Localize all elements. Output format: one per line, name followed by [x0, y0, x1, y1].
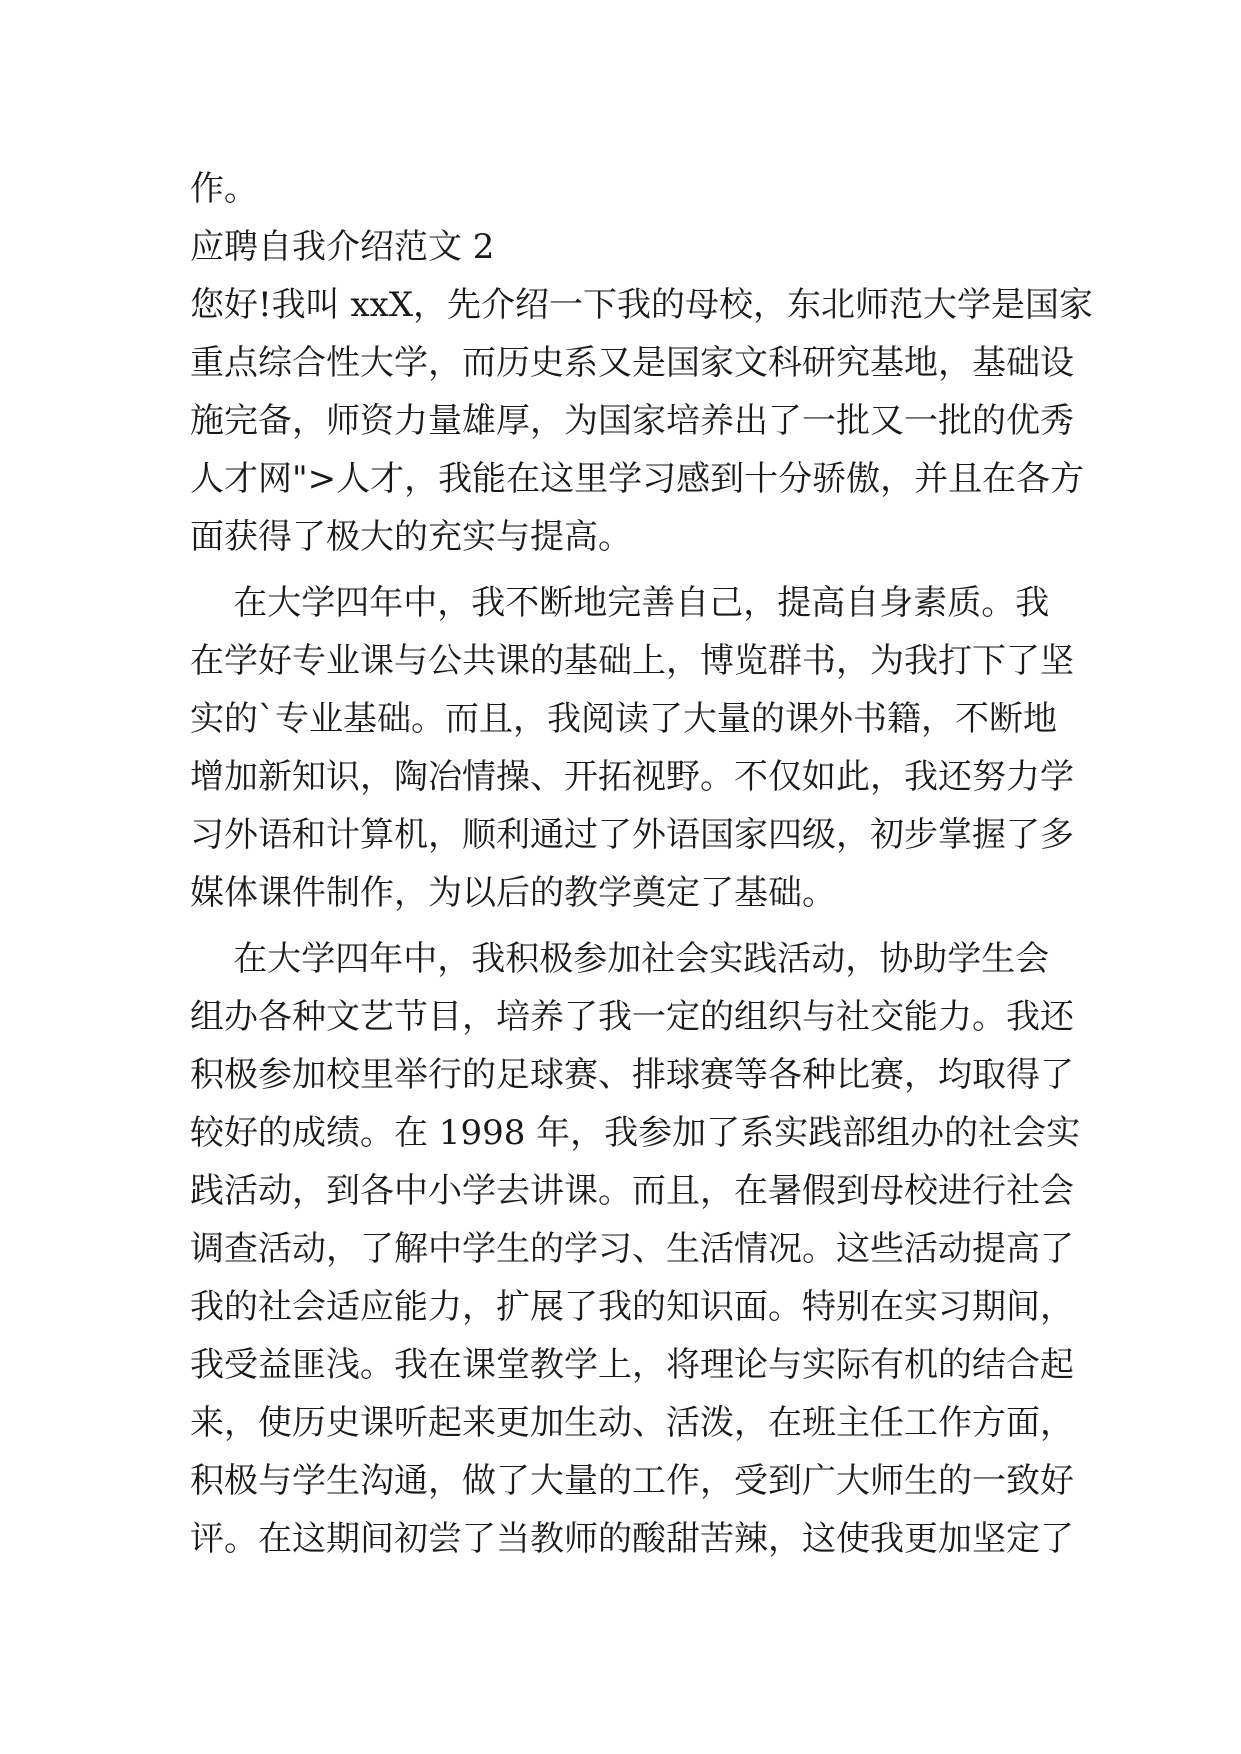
text-line: 在大学四年中，我积极参加社会实践活动，协助学生会: [190, 939, 1050, 979]
text-line: 您好!我叫 xxX，先介绍一下我的母校，东北师范大学是国家: [190, 285, 1094, 325]
text-line: 施完备，师资力量雄厚，为国家培养出了一批又一批的优秀: [190, 401, 1074, 441]
text-line: 我受益匪浅。我在课堂教学上，将理论与实际有机的结合起: [190, 1345, 1074, 1385]
text-line: 践活动，到各中小学去讲课。而且，在暑假到母校进行社会: [190, 1171, 1074, 1211]
text-line: 在大学四年中，我不断地完善自己，提高自身素质。我: [190, 583, 1050, 623]
text-line: 我的社会适应能力，扩展了我的知识面。特别在实习期间，: [190, 1287, 1074, 1327]
text-line: 实的`专业基础。而且，我阅读了大量的课外书籍，不断地: [190, 699, 1057, 739]
text-line: 在学好专业课与公共课的基础上，博览群书，为我打下了坚: [190, 641, 1074, 681]
text-line: 习外语和计算机，顺利通过了外语国家四级，初步掌握了多: [190, 815, 1074, 855]
text-line: 作。: [190, 169, 258, 209]
document-body: [190, 160, 1094, 1568]
text-line: 较好的成绩。在 1998 年，我参加了系实践部组办的社会实: [190, 1113, 1081, 1153]
text-line: 积极参加校里举行的足球赛、排球赛等各种比赛，均取得了: [190, 1055, 1074, 1095]
text-line: 组办各种文艺节目，培养了我一定的组织与社交能力。我还: [190, 997, 1074, 1037]
text-line: 增加新知识，陶冶情操、开拓视野。不仅如此，我还努力学: [190, 757, 1074, 797]
text-line: 调查活动，了解中学生的学习、生活情况。这些活动提高了: [190, 1229, 1074, 1269]
text-line: 积极与学生沟通，做了大量的工作，受到广大师生的一致好: [190, 1461, 1074, 1501]
text-line: 面获得了极大的充实与提高。: [190, 517, 632, 557]
section-heading: 应聘自我介绍范文 2: [190, 227, 495, 267]
text-line: 人才网">人才，我能在这里学习感到十分骄傲，并且在各方: [190, 459, 1085, 499]
text-line: 评。在这期间初尝了当教师的酸甜苦辣，这使我更加坚定了: [190, 1519, 1074, 1559]
text-line: 媒体课件制作，为以后的教学奠定了基础。: [190, 873, 836, 913]
text-line: 重点综合性大学，而历史系又是国家文科研究基地，基础设: [190, 343, 1074, 383]
text-line: 来，使历史课听起来更加生动、活泼，在班主任工作方面，: [190, 1403, 1074, 1443]
